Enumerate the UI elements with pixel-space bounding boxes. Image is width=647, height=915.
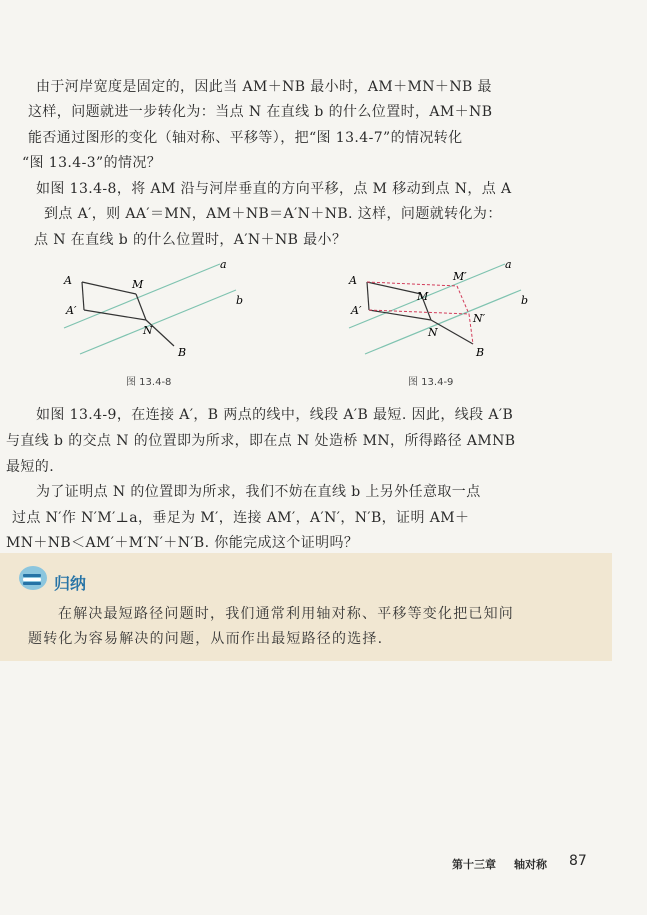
label-M: M <box>417 290 429 303</box>
label-A-prime: A′ <box>66 304 77 317</box>
summary-line: 题转化为容易解决的问题，从而作出最短路径的选择. <box>28 631 384 647</box>
river-line-b <box>365 290 521 354</box>
summary-box <box>0 553 612 661</box>
figure-13-4-9 <box>345 256 545 366</box>
river-line-a <box>64 264 220 328</box>
label-N-prime: N′ <box>473 312 486 325</box>
footer-section: 轴对称 <box>514 858 547 871</box>
footer-chapter: 第十三章 <box>452 858 496 871</box>
text-line: 这样，问题就进一步转化为：当点 N 在直线 b 的什么位置时，AM＋NB <box>28 104 493 120</box>
label-N: N <box>428 326 438 339</box>
figure-13-4-8-diagram <box>60 256 260 366</box>
page-number: 87 <box>569 853 587 869</box>
text-line: 由于河岸宽度是固定的，因此当 AM＋NB 最小时，AM＋MN＋NB 最 <box>36 79 492 95</box>
segment-AM <box>82 282 136 294</box>
text-line: 过点 N′作 N′M′⊥a，垂足为 M′，连接 AM′，A′N′，N′B，证明 AM＋ <box>12 510 470 526</box>
segment-AA1 <box>82 282 84 310</box>
label-B: B <box>178 346 187 359</box>
river-line-b <box>80 290 236 354</box>
segment-MN <box>136 294 146 320</box>
label-line-b: b <box>236 294 244 307</box>
label-line-a: a <box>220 258 227 271</box>
label-M: M <box>132 278 144 291</box>
text-line: 最短的. <box>6 459 55 475</box>
label-A: A <box>64 274 72 287</box>
figure-caption-13-4-9: 图 13.4-9 <box>408 377 454 388</box>
text-line: 为了证明点 N 的位置即为所求，我们不妨在直线 b 上另外任意取一点 <box>36 484 481 500</box>
text-line: 如图 13.4-9，在连接 A′，B 两点的线中，线段 A′B 最短. 因此，线段 A′B <box>36 407 514 423</box>
summary-title: 归纳 <box>54 574 87 593</box>
label-B: B <box>476 346 485 359</box>
text-line: 与直线 b 的交点 N 的位置即为所求，即在点 N 处造桥 MN，所得路径 AMNB <box>6 433 516 449</box>
summary-line: 在解决最短路径问题时，我们通常利用轴对称、平移等变化把已知问 <box>58 606 514 622</box>
label-line-a: a <box>505 258 512 271</box>
label-M-prime: M′ <box>453 270 467 283</box>
label-A: A <box>349 274 357 287</box>
segment-AA1 <box>367 282 369 310</box>
text-line: 到点 A′，则 AA′＝MN，AM＋NB＝A′N＋NB. 这样，问题就转化为： <box>44 206 502 222</box>
text-line: 点 N 在直线 b 的什么位置时，A′N＋NB 最小？ <box>34 232 347 248</box>
text-line: 能否通过图形的变化（轴对称、平移等），把“图 13.4-7”的情况转化 <box>28 130 463 146</box>
figure-13-4-9-diagram <box>345 256 545 366</box>
dashed-M1N1 <box>457 286 469 314</box>
text-line: MN＋NB＜AM′＋M′N′＋N′B. 你能完成这个证明吗？ <box>6 535 359 551</box>
label-N: N <box>143 324 153 337</box>
label-line-b: b <box>521 294 529 307</box>
text-line: “图 13.4-3”的情况？ <box>22 155 162 171</box>
text-line: 如图 13.4-8，将 AM 沿与河岸垂直的方向平移，点 M 移动到点 N，点 A <box>36 181 512 197</box>
book-icon <box>18 565 48 591</box>
figure-caption-13-4-8: 图 13.4-8 <box>126 377 172 388</box>
label-A-prime: A′ <box>351 304 362 317</box>
figure-13-4-8 <box>60 256 260 366</box>
segment-A1N <box>84 310 146 320</box>
